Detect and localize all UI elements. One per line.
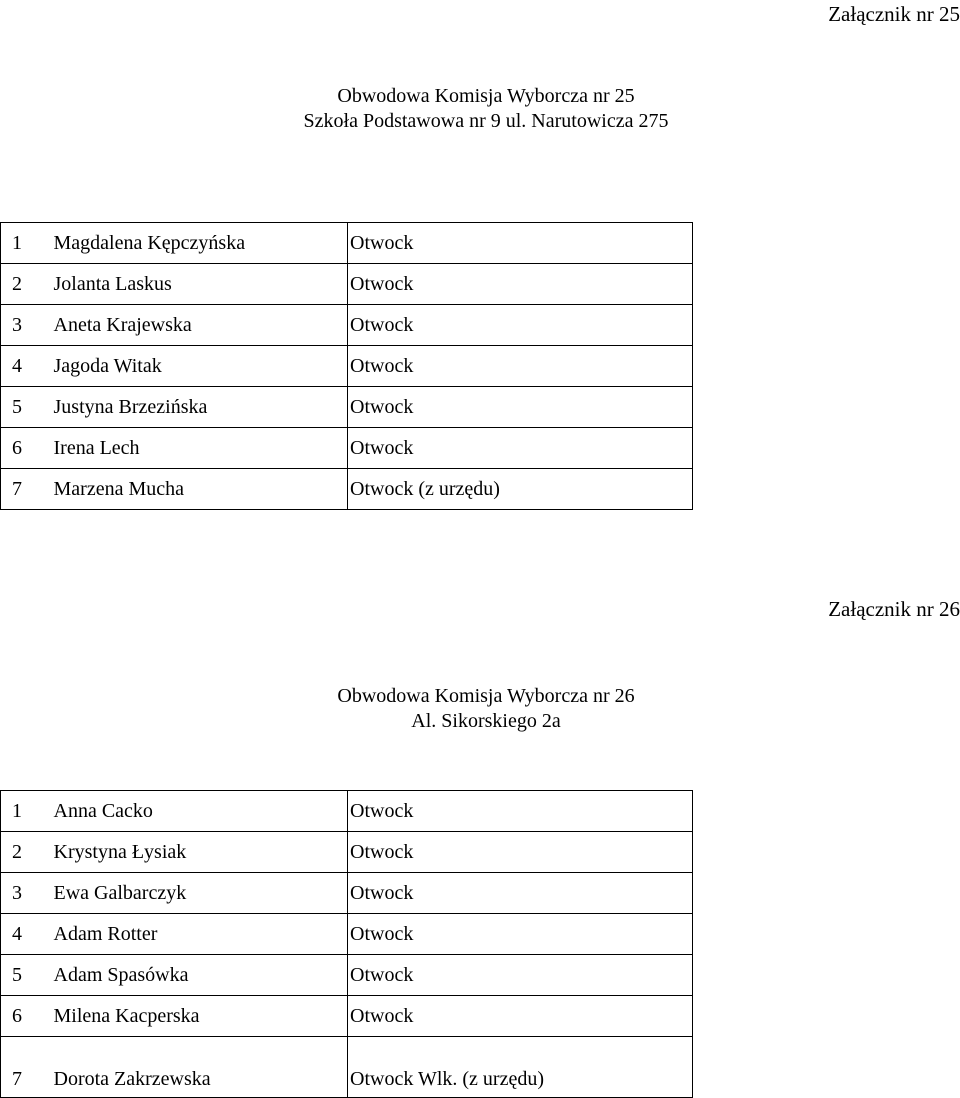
table-row <box>1 264 693 305</box>
table-row <box>1 873 693 914</box>
attachment-label-26: Załącznik nr 26 <box>828 597 960 621</box>
member-town: Otwock <box>348 832 693 873</box>
table-row <box>1 428 693 469</box>
member-name: Magdalena Kępczyńska <box>52 223 348 264</box>
member-name: Ewa Galbarczyk <box>52 873 348 914</box>
table-row <box>1 914 693 955</box>
member-number: 1 <box>1 223 52 264</box>
member-number: 1 <box>1 791 52 832</box>
table-row <box>1 469 693 510</box>
member-number: 2 <box>1 264 52 305</box>
member-name: Jagoda Witak <box>52 346 348 387</box>
table-row <box>1 791 693 832</box>
table-row <box>1 305 693 346</box>
member-number: 4 <box>1 914 52 955</box>
commission-title-26: Obwodowa Komisja Wyborcza nr 26 <box>337 685 635 707</box>
member-town: Otwock Wlk. (z urzędu) <box>348 1037 693 1098</box>
table-row <box>1 387 693 428</box>
member-name: Anna Cacko <box>52 791 348 832</box>
commission-heading-25 <box>0 84 960 134</box>
table-row <box>1 1037 693 1098</box>
commission-location-26: Al. Sikorskiego 2a <box>411 710 561 732</box>
member-number: 3 <box>1 873 52 914</box>
member-name: Dorota Zakrzewska <box>52 1037 348 1098</box>
member-number: 4 <box>1 346 52 387</box>
member-name: Adam Spasówka <box>52 955 348 996</box>
member-number: 2 <box>1 832 52 873</box>
member-town: Otwock <box>348 428 693 469</box>
commission-location-25: Szkoła Podstawowa nr 9 ul. Narutowicza 275 <box>303 110 669 132</box>
member-number: 7 <box>1 469 52 510</box>
member-name: Justyna Brzezińska <box>52 387 348 428</box>
member-town: Otwock <box>348 346 693 387</box>
member-name: Aneta Krajewska <box>52 305 348 346</box>
member-name: Milena Kacperska <box>52 996 348 1037</box>
member-number: 6 <box>1 996 52 1037</box>
table-row <box>1 223 693 264</box>
member-number: 5 <box>1 387 52 428</box>
members-table-26 <box>0 790 693 1098</box>
table-row <box>1 955 693 996</box>
table-row <box>1 832 693 873</box>
member-town: Otwock <box>348 223 693 264</box>
member-town: Otwock <box>348 873 693 914</box>
member-name: Irena Lech <box>52 428 348 469</box>
member-town: Otwock (z urzędu) <box>348 469 693 510</box>
attachment-label-25: Załącznik nr 25 <box>828 2 960 26</box>
commission-title-25: Obwodowa Komisja Wyborcza nr 25 <box>337 85 635 107</box>
member-number: 3 <box>1 305 52 346</box>
members-table-25 <box>0 222 693 510</box>
member-name: Marzena Mucha <box>52 469 348 510</box>
member-number: 5 <box>1 955 52 996</box>
member-town: Otwock <box>348 264 693 305</box>
member-number: 6 <box>1 428 52 469</box>
member-name: Jolanta Laskus <box>52 264 348 305</box>
table-row <box>1 346 693 387</box>
member-town: Otwock <box>348 305 693 346</box>
member-town: Otwock <box>348 996 693 1037</box>
member-name: Adam Rotter <box>52 914 348 955</box>
member-name: Krystyna Łysiak <box>52 832 348 873</box>
member-town: Otwock <box>348 914 693 955</box>
commission-heading-26 <box>0 684 960 734</box>
member-town: Otwock <box>348 387 693 428</box>
member-number: 7 <box>1 1037 52 1098</box>
table-row <box>1 996 693 1037</box>
member-town: Otwock <box>348 791 693 832</box>
member-town: Otwock <box>348 955 693 996</box>
